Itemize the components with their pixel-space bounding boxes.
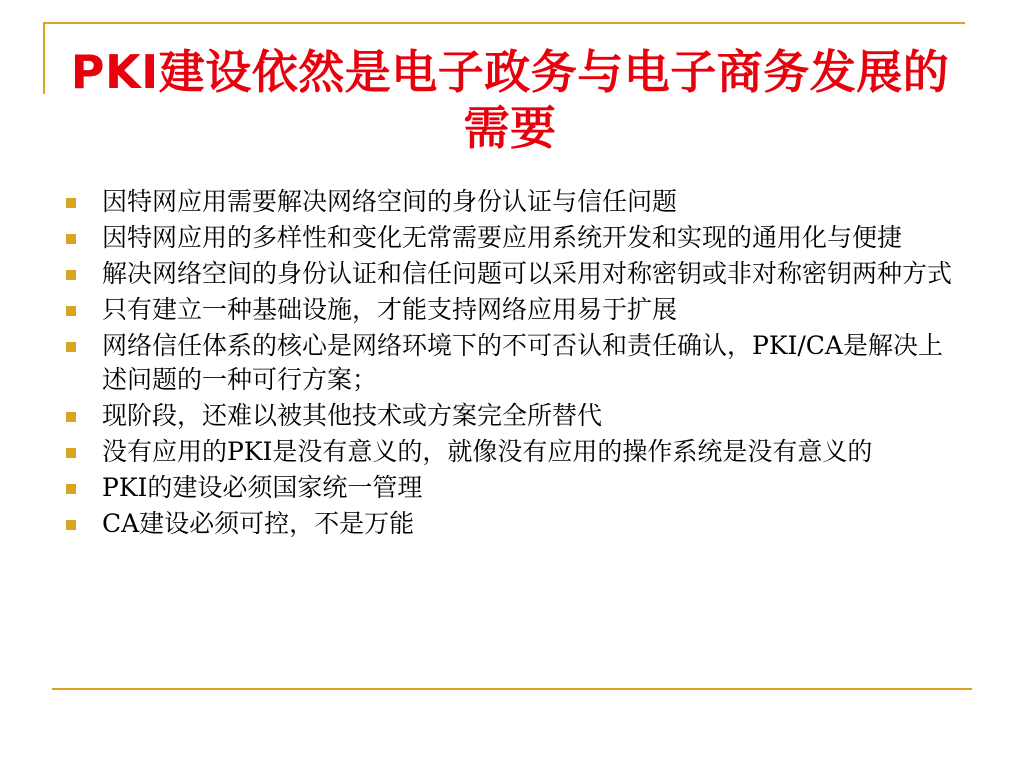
bullet-text: 没有应用的PKI是没有意义的，就像没有应用的操作系统是没有意义的 (102, 437, 873, 466)
bullet-text: CA建设必须可控，不是万能 (102, 509, 415, 538)
bullet-text: 现阶段，还难以被其他技术或方案完全所替代 (102, 401, 603, 430)
square-bullet-icon (66, 448, 76, 458)
square-bullet-icon (66, 234, 76, 244)
bullet-item (60, 435, 960, 469)
square-bullet-icon (66, 484, 76, 494)
bullet-item (60, 257, 960, 291)
frame-top-rule (43, 22, 965, 24)
bullet-item (60, 507, 960, 541)
bullet-list (60, 185, 960, 543)
square-bullet-icon (66, 270, 76, 280)
bullet-item (60, 399, 960, 433)
bullet-item (60, 329, 960, 397)
bullet-text: 解决网络空间的身份认证和信任问题可以采用对称密钥或非对称密钥两种方式 (102, 259, 953, 288)
slide-title: PKI建设依然是电子政务与电子商务发展的需要 (70, 45, 950, 155)
bullet-text: 只有建立一种基础设施，才能支持网络应用易于扩展 (102, 295, 678, 324)
bullet-item (60, 185, 960, 219)
frame-left-rule (43, 22, 45, 94)
square-bullet-icon (66, 342, 76, 352)
square-bullet-icon (66, 198, 76, 208)
square-bullet-icon (66, 412, 76, 422)
square-bullet-icon (66, 306, 76, 316)
bullet-text: PKI的建设必须国家统一管理 (102, 473, 423, 502)
bullet-item (60, 471, 960, 505)
frame-bottom-rule (52, 688, 972, 690)
bullet-item (60, 221, 960, 255)
bullet-text: 因特网应用需要解决网络空间的身份认证与信任问题 (102, 187, 678, 216)
bullet-text: 网络信任体系的核心是网络环境下的不可否认和责任确认，PKI/CA是解决上述问题的一种可行方案； (102, 331, 943, 394)
bullet-item (60, 293, 960, 327)
square-bullet-icon (66, 520, 76, 530)
bullet-text: 因特网应用的多样性和变化无常需要应用系统开发和实现的通用化与便捷 (102, 223, 903, 252)
